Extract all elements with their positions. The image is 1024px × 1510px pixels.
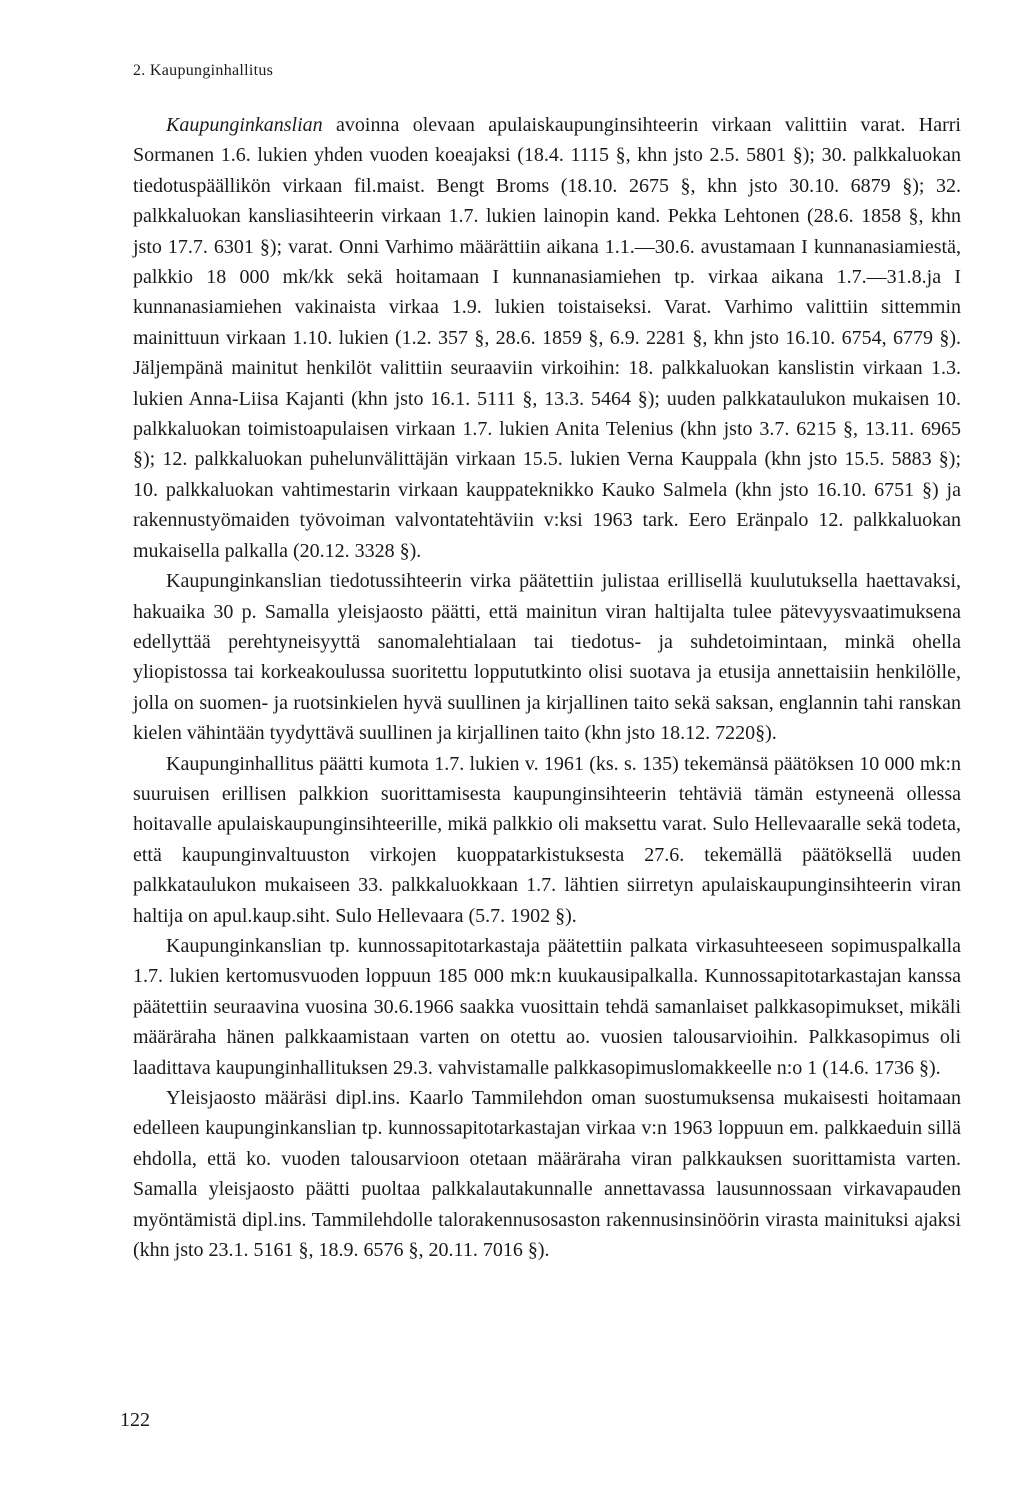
paragraph-1-text: avoinna olevaan apulaiskaupunginsihteerin virkaan valittiin varat. Harri Sormanen 1.6. lukien yhden vuoden koeajaksi (18.4. 1115 §, khn jsto 2.5. 5801 §); 30. palkkaluokan tiedotuspäällikön virkaan fil.maist. Bengt Broms (18.10. 2675 §, khn jsto 30.10. 6879 §); 32. palkkaluokan kansliasihteerin virkaan 1.7. lukien lainopin kand. Pekka Lehtonen (28.6. 1858 §, khn jsto 17.7. 6301 §); varat. Onni Varhimo määrättiin aikana 1.1.—30.6. avustamaan I kunnanasiamiestä, palkkio 18 000 mk/kk sekä hoitamaan I kunnanasiamiehen tp. virkaa aikana 1.7.—31.8.ja I kunnanasiamiehen vakinaista virkaa 1.9. lukien toistaiseksi. Varat. Varhimo valittiin sittemmin mainittuun virkaan 1.10. lukien (1.2. 357 §, 28.6. 1859 §, 6.9. 2281 §, khn jsto 16.10. 6754, 6779 §). Jäljempänä mainitut henkilöt valittiin seuraaviin virkoihin: 18. palkkaluokan kanslistin virkaan 1.3. lukien Anna-Liisa Kajanti (khn jsto 16.1. 5111 §, 13.3. 5464 §); uuden palkkataulukon mukaisen 10. palkkaluokan toimistoapulaisen virkaan 1.7. lukien Anita Telenius (khn jsto 3.7. 6215 §, 13.11. 6965 §); 12. palkkaluokan puhelunvälittäjän virkaan 15.5. lukien Verna Kauppala (khn jsto 15.5. 5883 §); 10. palkkaluokan vahtimestarin virkaan kauppateknikko Kauko Salmela (khn jsto 16.10. 6751 §) ja rakennustyömaiden työvoiman valvontatehtäviin v:ksi 1963 tark. Eero Eränpalo 12. palkkaluokan mukaisella palkalla (20.12. 3328 §). <box>133 114 961 562</box>
paragraph-5-text: Yleisjaosto määräsi dipl.ins. Kaarlo Tammilehdon oman suostumuksensa mukaisesti hoitamaan edelleen kaupunginkanslian tp. kunnossapitotarkastajan virkaa v:n 1963 loppuun em. palkkaeduin sillä ehdolla, että ko. vuoden talousarvioon otetaan määräraha viran palkkauksen suorittamista varten. Samalla yleisjaosto päätti puoltaa palkkalautakunnalle annettavassa lausunnossaan virkavapauden myöntämistä dipl.ins. Tammilehdolle talorakennusosaston rakennusinsinöörin virasta mainituksi ajaksi (khn jsto 23.1. 5161 §, 18.9. 6576 §, 20.11. 7016 §). <box>133 1087 961 1262</box>
paragraph-1 <box>133 110 961 566</box>
running-head: 2. Kaupunginhallitus <box>133 62 274 79</box>
paragraph-4 <box>133 931 961 1083</box>
body-text <box>133 110 961 1265</box>
paragraph-4-text: Kaupunginkanslian tp. kunnossapitotarkastaja päätettiin palkata virkasuhteeseen sopimuspalkalla 1.7. lukien kertomusvuoden loppuun 185 000 mk:n kuukausipalkalla. Kunnossapitotarkastajan kanssa päätettiin seuraavina vuosina 30.6.1966 saakka vuosittain tehdä samanlaiset palkkasopimukset, mikäli määräraha hänen palkkaamistaan varten on otettu ao. vuosien talousarvioihin. Palkkasopimus oli laadittava kaupunginhallituksen 29.3. vahvistamalle palkkasopimuslomakkeelle n:o 1 (14.6. 1736 §). <box>133 934 961 1079</box>
paragraph-2-text: Kaupunginkanslian tiedotussihteerin virka päätettiin julistaa erillisellä kuulutuksella haettavaksi, hakuaika 30 p. Samalla yleisjaosto päätti, että mainitun viran haltijalta tulee pätevyysvaatimuksena edellyttää perehtyneisyyttä sanomalehtialaan tai tiedotus- ja suhdetoimintaan, minkä ohella yliopistossa tai korkeakoulussa suoritettu loppututkinto olisi suotava ja etusija annettaisiin henkilölle, jolla on suomen- ja ruotsinkielen hyvä suullinen ja kirjallinen taito sekä saksan, englannin tahi ranskan kielen vähintään tyydyttävä suullinen ja kirjallinen taito (khn jsto 18.12. 7220§). <box>133 570 961 745</box>
paragraph-3-text: Kaupunginhallitus päätti kumota 1.7. lukien v. 1961 (ks. s. 135) tekemänsä päätöksen 10 000 mk:n suuruisen erillisen palkkion suorittamisesta kaupunginsihteerin tehtäviä tämän estyneenä ollessa hoitavalle apulaiskaupunginsihteerille, mikä palkkio oli maksettu varat. Sulo Hellevaaralle sekä todeta, että kaupunginvaltuuston virkojen kuoppatarkistuksesta 27.6. tekemällä päätöksellä uuden palkkataulukon mukaiseen 33. palkkaluokkaan 1.7. lähtien siirretyn apulaiskaupunginsihteerin viran haltija on apul.kaup.siht. Sulo Hellevaara (5.7. 1902 §). <box>133 752 961 927</box>
paragraph-2 <box>133 566 961 748</box>
page-number: 122 <box>120 1409 150 1431</box>
paragraph-5 <box>133 1083 961 1265</box>
paragraph-1-lead-italic: Kaupunginkanslian <box>166 114 323 136</box>
paragraph-3 <box>133 749 961 931</box>
